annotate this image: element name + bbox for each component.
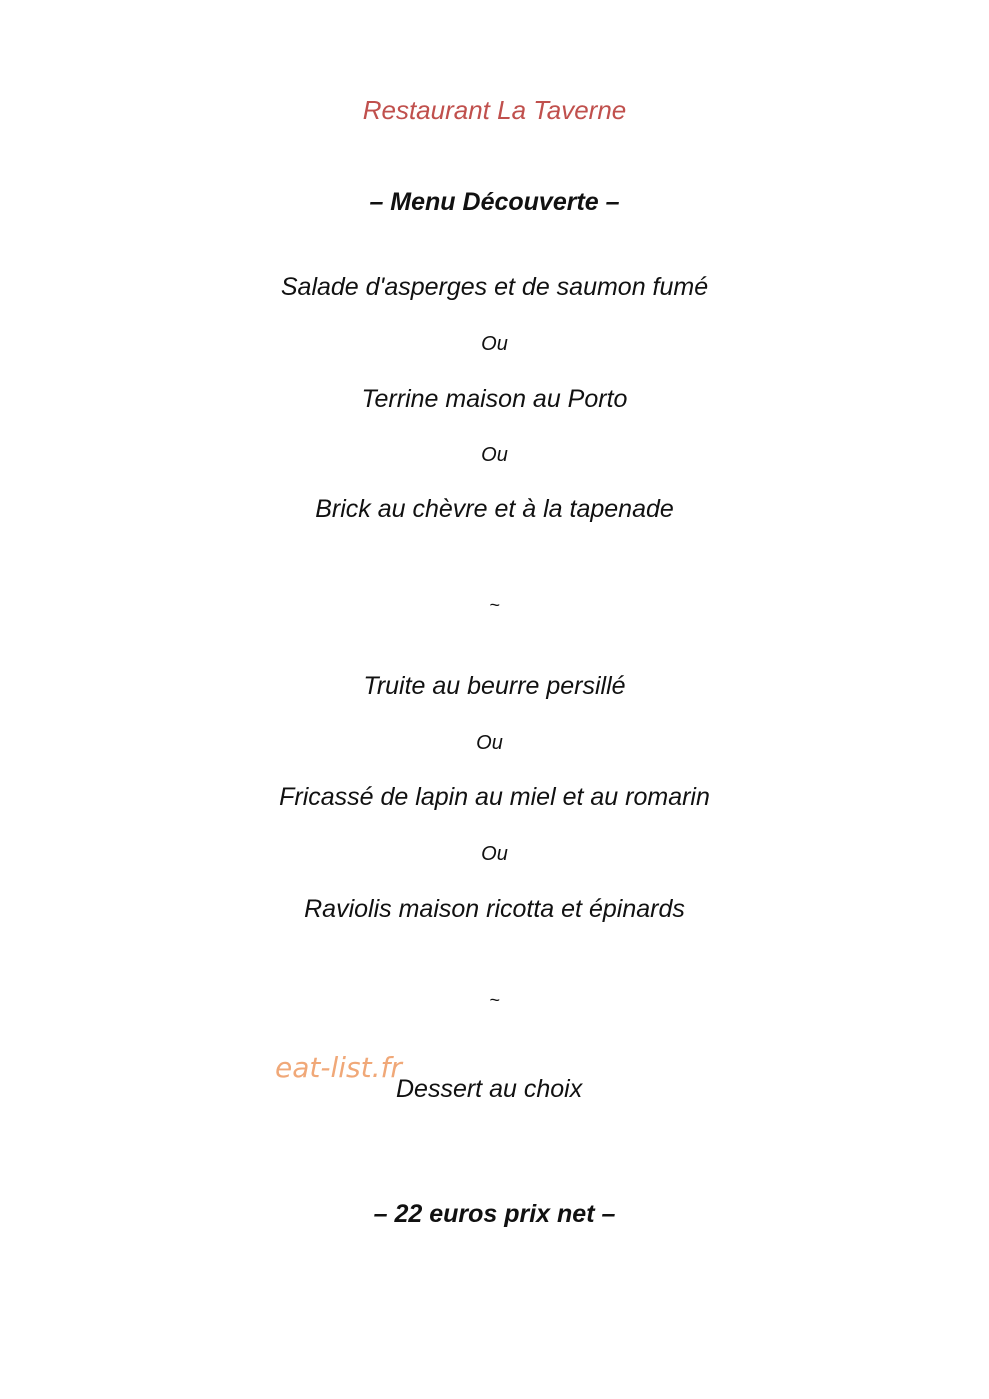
starter-3: Brick au chèvre et à la tapenade (315, 495, 674, 523)
main-2: Fricassé de lapin au miel et au romarin (279, 783, 710, 811)
or-label: Ou (481, 444, 508, 466)
starter-1: Salade d'asperges et de saumon fumé (280, 273, 709, 301)
dessert: Dessert au choix (396, 1075, 583, 1103)
or-label: Ou (481, 333, 508, 355)
watermark-logo: eat-list.fr (275, 1051, 402, 1084)
main-3: Raviolis maison ricotta et épinards (304, 895, 685, 923)
menu-title: – Menu Découverte – (369, 188, 620, 216)
or-label: Ou (476, 732, 503, 754)
course-separator: ~ (489, 595, 500, 615)
main-1: Truite au beurre persillé (363, 672, 626, 700)
or-label: Ou (481, 843, 508, 865)
starter-2: Terrine maison au Porto (361, 385, 628, 413)
course-separator: ~ (489, 990, 500, 1010)
restaurant-name: Restaurant La Taverne (362, 95, 627, 125)
menu-price: – 22 euros prix net – (373, 1200, 616, 1228)
